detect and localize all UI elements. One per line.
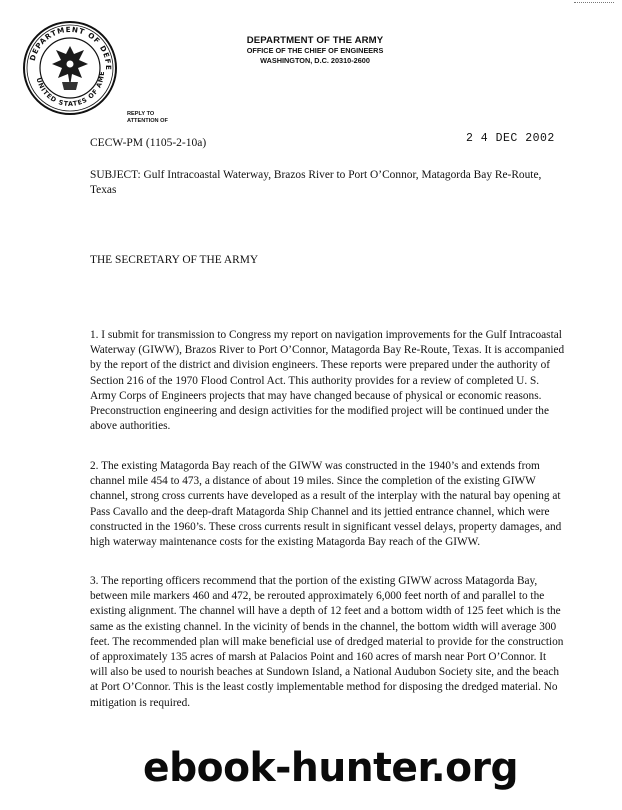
subject-line: SUBJECT: Gulf Intracoastal Waterway, Brazos River to Port O’Connor, Matagorda Bay Re-Route, Texas [90, 169, 542, 196]
corner-mark [574, 2, 614, 5]
office-address: WASHINGTON, D.C. 20310-2600 [260, 56, 370, 65]
reply-to-line: REPLY TO [127, 111, 155, 117]
stamped-date: 2 4 DEC 2002 [466, 132, 555, 145]
department-name: DEPARTMENT OF THE ARMY [246, 35, 384, 46]
letterhead [210, 36, 420, 66]
watermark: ebook-hunter.org [143, 745, 519, 791]
paragraph-2: 2. The existing Matagorda Bay reach of the GIWW was constructed in the 1940’s and extends from channel mile 454 to 473, a distance of about 19 miles. Since the completion of the existing GIWW channel, strong cross currents have developed as a result of the interplay with the natural bay opening at Pass Cavallo and the deep-draft Matagorda Ship Channel and its jettied entrance channel, which were constructed in the 1960’s. These cross currents result in significant vessel delays, property damages, and high waterway maintenance costs for the existing Matagorda Bay reach of the GIWW. [90, 460, 562, 549]
addressee: THE SECRETARY OF THE ARMY [90, 254, 259, 266]
office-symbol: CECW-PM (1105-2-10a) [90, 137, 207, 149]
department-of-defense-seal-icon [22, 20, 118, 116]
paragraph-3: 3. The reporting officers recommend that the portion of the existing GIWW across Matagorda Bay, between mile markers 460 and 472, be rerouted approximately 6,000 feet north of and parallel to the existing alignment. The channel will have a depth of 12 feet and a bottom width of 125 feet which is the same as the existing channel. In the vicinity of bends in the channel, the bottom width will average 300 feet. The recommended plan will make beneficial use of dredged material to provide for the construction of approximately 135 acres of marsh at Palacios Point and 160 acres of marsh near Port O’Connor. It will also be used to nourish beaches at Sundown Island, a National Audubon Society site, and the beach at Port O’Connor. This is the least costly implementable method for disposing the dredged material. No mitigation is required. [90, 575, 564, 709]
attention-of-line: ATTENTION OF [127, 118, 168, 124]
paragraph-1: 1. I submit for transmission to Congress my report on navigation improvements for the Gulf Intracoastal Waterway (GIWW), Brazos River to Port O’Connor, Matagorda Bay Re-Route, Texas. It is accompanied by the report of the district and division engineers. These reports were prepared under the authority of Section 216 of the 1970 Flood Control Act. This authority provides for a review of completed U. S. Army Corps of Engineers projects that may have changed because of physical or economic reasons. Preconstruction engineering and design activities for the modified project will be continued under the above authorities. [90, 329, 565, 433]
reply-to-block [127, 111, 168, 125]
svg-text:DEPARTMENT OF DEFENSE: DEPARTMENT OF DEFE [27, 24, 114, 71]
office-name: OFFICE OF THE CHIEF OF ENGINEERS [246, 46, 384, 55]
svg-text:UNITED STATES OF AMERICA: UNITED STATES OF AME [34, 70, 107, 109]
